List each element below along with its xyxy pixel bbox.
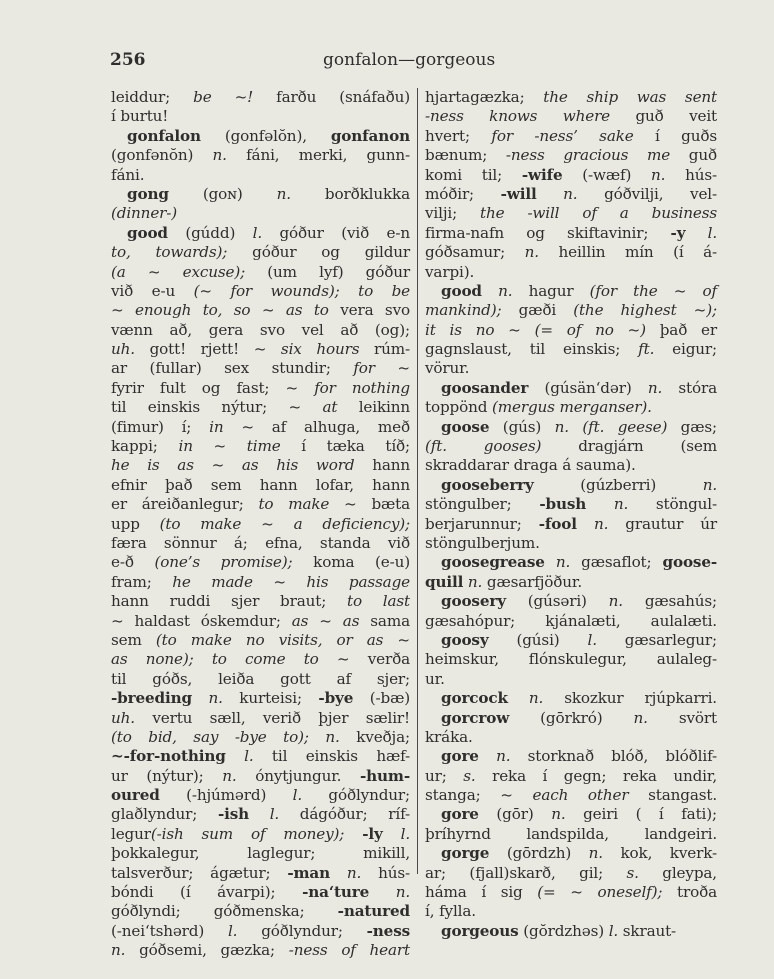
italic-phrase: n.: [555, 553, 571, 572]
text-line: í burtu!: [111, 107, 169, 126]
text-line: e-ð (one’s promise); koma (e-u): [111, 553, 410, 572]
text-line: kappi; in ~ time í tæka tíð;: [111, 437, 410, 456]
italic-phrase: in ~ time: [178, 437, 281, 456]
headword: -will: [500, 184, 537, 203]
headword: quill: [425, 572, 464, 591]
text-line: goosery (gúsəri) n. gæsahús;: [441, 592, 717, 611]
text-line: er áreiðanlegur; to make ~ bæta: [111, 495, 410, 514]
italic-phrase: n.: [613, 495, 629, 514]
text-line: stanga; ~ each other stangast.: [425, 786, 718, 805]
italic-phrase: ~ for nothing: [285, 378, 410, 397]
text-line: gooseberry (gúzberri) n.: [441, 475, 717, 494]
text-line: quill n. gæsarfjöður.: [425, 572, 583, 591]
italic-phrase: to, towards);: [111, 243, 228, 262]
text-line: góðsamur; n. heillin mín (í á-: [425, 243, 717, 262]
italic-phrase: (dinner-): [111, 204, 178, 223]
headword: -ness: [366, 921, 410, 940]
text-line: stöngulberjum.: [425, 533, 540, 552]
text-line: færa sönnur á; efna, standa við: [111, 533, 410, 552]
headword: -na‘ture: [302, 883, 370, 902]
text-line: ur.: [425, 669, 445, 688]
text-line: ar (fullar) sex stundir; for ~: [111, 359, 411, 378]
italic-phrase: (a ~ excuse);: [111, 262, 246, 281]
italic-phrase: n.: [222, 766, 237, 785]
text-line: good n. hagur (for the ~ of: [441, 281, 717, 300]
text-line: fáni.: [111, 165, 145, 184]
text-line: hjartagæzka; the ship was sent: [425, 88, 717, 106]
text-line: vilji; the -will of a business: [425, 204, 717, 223]
text-line: komi til; -wife (-wæf) n. hús-: [425, 165, 717, 184]
italic-phrase: l.: [400, 824, 410, 843]
italic-phrase: it is no ~ (= of no ~): [425, 320, 646, 339]
italic-phrase: n.: [551, 805, 566, 824]
running-head: gonfalon—gorgeous: [323, 50, 496, 70]
text-line: n. góðsemi, gæzka; -ness of heart: [111, 941, 410, 960]
italic-phrase: for ~: [353, 359, 411, 378]
headword: goose-: [662, 553, 717, 572]
text-line: goosander (gúsän‘dər) n. stóra: [441, 378, 717, 397]
text-line: (gonfənŏn) n. fáni, merki, gunn-: [111, 146, 410, 165]
italic-phrase: for -ness’ sake: [491, 126, 634, 145]
italic-phrase: uh.: [111, 708, 135, 727]
text-line: goose (gús) n. (ft. geese) gæs;: [441, 417, 717, 436]
italic-phrase: n.: [395, 883, 410, 902]
text-line: ~ haldast óskemdur; as ~ as sama: [111, 611, 410, 630]
headword: gorcock: [441, 689, 508, 708]
italic-phrase: n.: [346, 863, 362, 882]
text-line: gore (gōr) n. geiri ( í fati);: [441, 805, 717, 824]
text-line: fyrir fult og fast; ~ for nothing: [111, 378, 410, 397]
text-line: bænum; -ness gracious me guð: [425, 146, 718, 165]
headword: goosery: [441, 592, 506, 611]
italic-phrase: -ness knows where: [425, 107, 611, 126]
headword: -breeding: [111, 689, 192, 708]
italic-phrase: n.: [524, 243, 539, 262]
italic-phrase: ~ each other: [500, 786, 629, 805]
text-line: gonfalon (gonfəlŏn), gonfanon: [127, 126, 410, 145]
italic-phrase: mankind);: [425, 301, 502, 320]
text-line: goosegrease n. gæsaflot; goose-: [441, 553, 717, 572]
text-line: ur (nýtur); n. ónytjungur. -hum-: [111, 766, 410, 785]
italic-phrase: (the highest ~);: [573, 301, 717, 320]
headword: good: [127, 223, 168, 242]
italic-phrase: ~ six hours: [253, 340, 360, 359]
italic-phrase: n.: [276, 184, 291, 203]
italic-phrase: to last: [347, 592, 410, 611]
italic-phrase: -ness of heart: [288, 941, 410, 960]
text-line: gorcock n. skozkur rjúpkarri.: [441, 689, 717, 708]
right-column: [425, 88, 717, 941]
text-line: gorcrow (gōrkró) n. svört: [441, 708, 717, 727]
text-line: (a ~ excuse); (um lyf) góður: [111, 262, 410, 281]
text-line: fram; he made ~ his passage: [111, 572, 410, 591]
italic-phrase: (for the ~ of: [589, 281, 717, 300]
text-line: ~-for-nothing l. til einskis hæf-: [111, 747, 410, 766]
text-line: til góðs, leiða gott af sjer;: [111, 669, 410, 688]
text-line: leiddur; be ~! farðu (snáfaðu): [111, 88, 410, 106]
text-line: efnir það sem hann lofar, hann: [111, 475, 410, 494]
italic-phrase: as none); to come to ~: [111, 650, 350, 669]
italic-phrase: l.: [252, 223, 263, 242]
italic-phrase: ft.: [638, 340, 655, 359]
italic-phrase: the -will of a business: [480, 204, 717, 223]
italic-phrase: in ~: [209, 417, 254, 436]
text-line: við e-u (~ for wounds); to be: [111, 281, 411, 300]
italic-phrase: ~ at: [288, 398, 338, 417]
italic-phrase: l.: [587, 630, 597, 649]
italic-phrase: n.: [608, 592, 623, 611]
italic-phrase: n.: [467, 572, 483, 591]
text-line: vörur.: [425, 359, 470, 378]
italic-phrase: (to bid, say -bye to); n.: [111, 727, 340, 746]
text-line: ar; (fjall)skarð, gil; s. gleypa,: [425, 863, 717, 882]
italic-phrase: (one’s promise);: [154, 553, 293, 572]
text-line: uh. vertu sæll, verið þjer sælir!: [111, 708, 410, 727]
text-line: uh. gott! rjett! ~ six hours rúm-: [111, 340, 410, 359]
text-line: sem (to make no visits, or as ~: [111, 630, 410, 649]
headword: goosegrease: [441, 553, 545, 572]
italic-phrase: be ~!: [193, 88, 254, 106]
headword: gorge: [441, 844, 490, 863]
italic-phrase: s.: [626, 863, 639, 882]
text-line: berjarunnur; -fool n. grautur úr: [425, 514, 718, 533]
text-line: -breeding n. kurteisi; -bye (-bæ): [111, 689, 410, 708]
text-line: gore n. storknað blóð, blóðlif-: [441, 747, 717, 766]
text-line: as none); to come to ~ verða: [111, 650, 410, 669]
text-line: stöngulber; -bush n. stöngul-: [425, 495, 717, 514]
text-line: goosy (gúsi) l. gæsarlegur;: [441, 630, 717, 649]
italic-phrase: l.: [292, 786, 302, 805]
text-line: good (gúdd) l. góður (við e-n: [127, 223, 410, 242]
italic-phrase: n.: [702, 475, 717, 494]
italic-phrase: n.: [212, 146, 227, 165]
text-line: gorgeous (gŏrdzhəs) l. skraut-: [441, 921, 677, 940]
headword: -ly: [362, 824, 383, 843]
italic-phrase: n.: [563, 184, 578, 203]
text-line: (ft. gooses) dragjárn (sem: [425, 437, 717, 456]
text-line: (fimur) í; in ~ af alhuga, með: [111, 417, 410, 436]
page-number: 256: [110, 50, 146, 70]
headword: goosy: [441, 630, 489, 649]
italic-phrase: (to make no visits, or as ~: [155, 630, 410, 649]
text-line: mankind); gæði (the highest ~);: [425, 301, 717, 320]
text-line: oured (-hjúmərd) l. góðlyndur;: [111, 786, 410, 805]
text-line: varpi).: [425, 262, 475, 281]
italic-phrase: n.: [496, 747, 511, 766]
italic-phrase: l.: [227, 921, 238, 940]
italic-phrase: (ft. gooses): [425, 437, 542, 456]
text-line: to, towards); góður og gildur: [111, 243, 411, 262]
italic-phrase: to make ~: [258, 495, 357, 514]
headword: goosander: [441, 378, 529, 397]
headword: gooseberry: [441, 475, 534, 494]
headword: gore: [441, 805, 479, 824]
text-line: skraddarar draga á sauma).: [425, 456, 636, 475]
italic-phrase: n. (ft. geese): [554, 417, 668, 436]
italic-phrase: (= ~ oneself);: [537, 883, 663, 902]
headword: good: [441, 281, 482, 300]
text-line: gong (goɴ) n. borðklukka: [127, 184, 410, 203]
text-line: (-nei‘tshərd) l. góðlyndur; -ness: [111, 921, 410, 940]
text-line: talsverður; ágætur; -man n. hús-: [111, 863, 410, 882]
headword: -natured: [337, 902, 410, 921]
text-line: hvert; for -ness’ sake í guðs: [425, 126, 718, 145]
headword: -wife: [521, 165, 563, 184]
page-header: [110, 50, 630, 74]
text-line: kráka.: [425, 727, 473, 746]
text-line: ~ enough to, so ~ as to vera svo: [111, 301, 410, 320]
italic-phrase: l.: [608, 921, 619, 940]
left-column: [111, 88, 410, 961]
italic-phrase: (~ for wounds); to be: [193, 281, 411, 300]
text-line: bóndi (í ávarpi); -na‘ture n.: [111, 883, 410, 902]
italic-phrase: -ness gracious me: [505, 146, 671, 165]
italic-phrase: l.: [244, 747, 254, 766]
text-line: háma í sig (= ~ oneself); troða: [425, 883, 717, 902]
italic-phrase: he made ~ his passage: [172, 572, 410, 591]
headword: -man: [287, 863, 330, 882]
headword: gong: [127, 184, 169, 203]
italic-phrase: n.: [498, 281, 513, 300]
text-line: þokkalegur, laglegur; mikill,: [111, 844, 410, 863]
italic-phrase: n.: [528, 689, 544, 708]
text-line: heimskur, flónskulegur, aulaleg-: [425, 650, 717, 669]
italic-phrase: l.: [707, 223, 717, 242]
headword: -bush: [539, 495, 587, 514]
italic-phrase: n.: [651, 165, 666, 184]
text-line: til einskis nýtur; ~ at leikinn: [111, 398, 410, 417]
headword: -fool: [538, 514, 577, 533]
text-line: toppönd (mergus merganser).: [425, 398, 652, 417]
text-line: ur; s. reka í gegn; reka undir,: [425, 766, 717, 785]
headword: goose: [441, 417, 490, 436]
text-line: it is no ~ (= of no ~) það er: [425, 320, 717, 339]
italic-phrase: uh.: [111, 340, 135, 359]
italic-phrase: l.: [269, 805, 280, 824]
text-line: legur(-ish sum of money); -ly l.: [111, 824, 410, 843]
text-line: gorge (gōrdzh) n. kok, kverk-: [441, 844, 717, 863]
italic-phrase: n.: [633, 708, 648, 727]
italic-phrase: s.: [463, 766, 476, 785]
italic-phrase: n.: [593, 514, 609, 533]
text-line: móðir; -will n. góðvilji, vel-: [425, 184, 717, 203]
italic-phrase: (mergus merganser).: [491, 398, 652, 417]
headword: -bye: [318, 689, 354, 708]
text-line: -ness knows where guð veit: [425, 107, 717, 126]
italic-phrase: n.: [588, 844, 603, 863]
headword: oured: [111, 786, 160, 805]
italic-phrase: (-ish sum of money);: [150, 824, 345, 843]
text-line: gagnslaust, til einskis; ft. eigur;: [425, 340, 717, 359]
italic-phrase: n.: [208, 689, 223, 708]
text-line: þríhyrnd landspilda, landgeiri.: [425, 824, 717, 843]
italic-phrase: n.: [111, 941, 126, 960]
italic-phrase: as ~ as: [291, 611, 360, 630]
headword: -ish: [217, 805, 250, 824]
text-line: (to bid, say -bye to); n. kveðja;: [111, 727, 410, 746]
text-line: glaðlyndur; -ish l. dágóður; ríf-: [111, 805, 410, 824]
text-line: vænn að, gera svo vel að (og);: [111, 320, 410, 339]
italic-phrase: n.: [647, 378, 663, 397]
headword: gorcrow: [441, 708, 510, 727]
headword: ~-for-nothing: [111, 747, 226, 766]
headword: gorgeous: [441, 921, 519, 940]
text-line: góðlyndi; góðmenska; -natured: [111, 902, 410, 921]
italic-phrase: ~ enough to, so ~ as to: [111, 301, 329, 320]
headword: -y: [670, 223, 686, 242]
headword: -hum-: [359, 766, 410, 785]
text-line: upp (to make ~ a deficiency);: [111, 514, 410, 533]
text-line: hann ruddi sjer braut; to last: [111, 592, 410, 611]
text-line: he is as ~ as his word hann: [111, 456, 410, 475]
italic-phrase: (to make ~ a deficiency);: [159, 514, 410, 533]
italic-phrase: the ship was sent: [543, 88, 717, 106]
text-line: í, fylla.: [425, 902, 476, 921]
headword: gonfanon: [330, 126, 410, 145]
headword: gonfalon: [127, 126, 201, 145]
column-divider: [417, 88, 418, 874]
text-line: [111, 204, 410, 223]
headword: gore: [441, 747, 479, 766]
italic-phrase: he is as ~ as his word: [111, 456, 355, 475]
text-line: gæsahópur; kjánalæti, aulalæti.: [425, 611, 717, 630]
text-line: firma-nafn og skiftavinir; -y l.: [425, 223, 717, 242]
